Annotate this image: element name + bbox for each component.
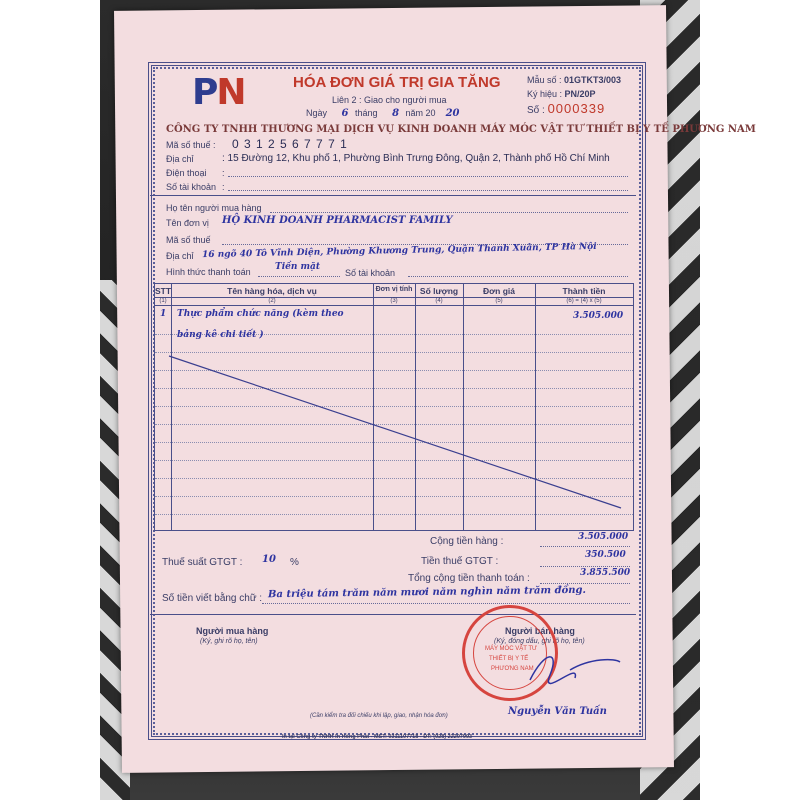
items-table <box>154 283 634 531</box>
col-sub: (6) = (4) x (5) <box>566 298 602 304</box>
seller-tax-label: Mã số thuế : <box>166 140 216 150</box>
total-label: Tổng cộng tiền thanh toán : <box>408 573 530 584</box>
subtotal-value: 3.505.000 <box>578 532 629 542</box>
col-header-unit: Đơn vị tính <box>375 286 413 293</box>
seller-signature-label: Người bán hàng <box>505 626 575 636</box>
payment-method-label: Hình thức thanh toán <box>166 267 251 277</box>
seller-account: : <box>222 182 225 192</box>
buyer-signature-hint: (Ký, ghi rõ họ, tên) <box>200 638 258 645</box>
buyer-account-line <box>408 276 628 277</box>
vat-amount-label: Tiền thuế GTGT : <box>421 556 499 567</box>
row1-name-line1: Thực phẩm chức năng (kèm theo <box>177 309 344 319</box>
account-line <box>228 190 628 191</box>
buyer-address-label: Địa chỉ <box>166 251 194 261</box>
buyer-name-line <box>270 212 628 213</box>
vat-percent: % <box>290 557 299 568</box>
buyer-tax-label: Mã số thuế <box>166 235 211 245</box>
seller-address: : 15 Đường 12, Khu phố 1, Phường Bình Trưng Đông, Quận 2, Thành phố Hồ Chí Minh <box>222 153 610 164</box>
vat-line <box>540 566 630 567</box>
col-header-name: Tên hàng hóa, dịch vụ <box>227 286 317 296</box>
amount-in-words: Ba triệu tám trăm năm mươi năm nghìn năm trăm đồng. <box>267 584 587 601</box>
seller-signature-scribble <box>520 640 630 700</box>
seller-signer-name: Nguyễn Văn Tuấn <box>508 706 607 717</box>
words-line <box>262 603 630 604</box>
col-header-qty: Số lượng <box>419 286 459 296</box>
signature-divider <box>150 614 636 615</box>
buyer-address: 16 ngõ 40 Tô Vĩnh Diện, Phường Khương Trung, Quận Thanh Xuân, TP Hà Nội <box>201 241 597 261</box>
payment-method: Tiền mặt <box>275 262 321 272</box>
col-sub: (3) <box>390 298 398 304</box>
buyer-unit: HỘ KINH DOANH PHARMACIST FAMILY <box>222 215 453 226</box>
row1-amount: 3.505.000 <box>573 311 624 321</box>
strike-through-line <box>155 284 633 530</box>
phone-line <box>228 176 628 177</box>
row1-name-line2: bảng kê chi tiết ) <box>177 330 264 340</box>
vat-rate-value: 10 <box>262 554 276 565</box>
col-sub: (5) <box>495 298 503 304</box>
buyer-unit-label: Tên đơn vị <box>166 218 209 228</box>
buyer-account-label: Số tài khoản <box>345 268 396 278</box>
vat-rate-label: Thuế suất GTGT : <box>162 557 243 568</box>
seller-account-label: Số tài khoản <box>166 182 217 192</box>
col-header-price: Đơn giá <box>482 286 516 296</box>
seller-phone-label: Điện thoại <box>166 168 207 178</box>
printer-footer: In tại Công ty TNHH In Hồng Phát - MST: 0311107718 - ĐT: (028) 22207993 <box>282 734 473 740</box>
subtotal-line <box>540 546 630 547</box>
check-note: (Cần kiểm tra đối chiếu khi lập, giao, nhận hóa đơn) <box>310 713 448 719</box>
form-number: Mẫu số : 01GTKT3/003 <box>527 75 622 85</box>
invoice-date: Ngày 6 tháng 8 năm 20 20 <box>306 108 460 119</box>
buyer-signature-label: Người mua hàng <box>196 626 269 636</box>
seller-address-label: Địa chỉ <box>166 154 194 164</box>
seal-line-1: MÁY MÓC VẬT TƯ <box>485 646 538 652</box>
invoice-title: HÓA ĐƠN GIÁ TRỊ GIA TĂNG <box>293 74 501 91</box>
invoice-number: Số : 0000339 <box>527 101 606 116</box>
col-sub: (4) <box>435 298 443 304</box>
buyer-name-label: Họ tên người mua hàng <box>166 203 262 213</box>
seller-phone: : <box>222 168 225 178</box>
seal-line-3: PHƯƠNG NAM <box>491 666 534 672</box>
payment-line <box>258 276 340 277</box>
col-sub: (2) <box>268 298 276 304</box>
subtotal-label: Cộng tiền hàng : <box>430 536 504 547</box>
total-value: 3.855.500 <box>580 568 631 578</box>
col-sub: (1) <box>159 298 167 304</box>
seal-line-2: THIẾT BỊ Y TẾ <box>489 656 529 662</box>
seller-tax-code: 0 3 1 2 5 6 7 7 7 1 <box>232 137 348 151</box>
row1-stt: 1 <box>160 309 167 319</box>
company-logo: PN <box>192 72 245 113</box>
col-header-stt: STT <box>155 286 172 296</box>
invoice-copy: Liên 2 : Giao cho người mua <box>332 95 447 105</box>
section-divider <box>150 195 636 196</box>
seller-signature-hint: (Ký, đóng dấu, ghi rõ họ, tên) <box>494 638 585 645</box>
col-header-amount: Thành tiền <box>562 286 606 296</box>
vat-amount-value: 350.500 <box>585 550 626 560</box>
invoice-symbol: Ký hiệu : PN/20P <box>527 89 596 99</box>
amount-in-words-label: Số tiền viết bằng chữ : <box>162 593 263 604</box>
seller-name: CÔNG TY TNHH THƯƠNG MẠI DỊCH VỤ KINH DOANH MÁY MÓC VẬT TƯ THIẾT BỊ Y TẾ PHƯƠNG NAM <box>166 124 756 135</box>
